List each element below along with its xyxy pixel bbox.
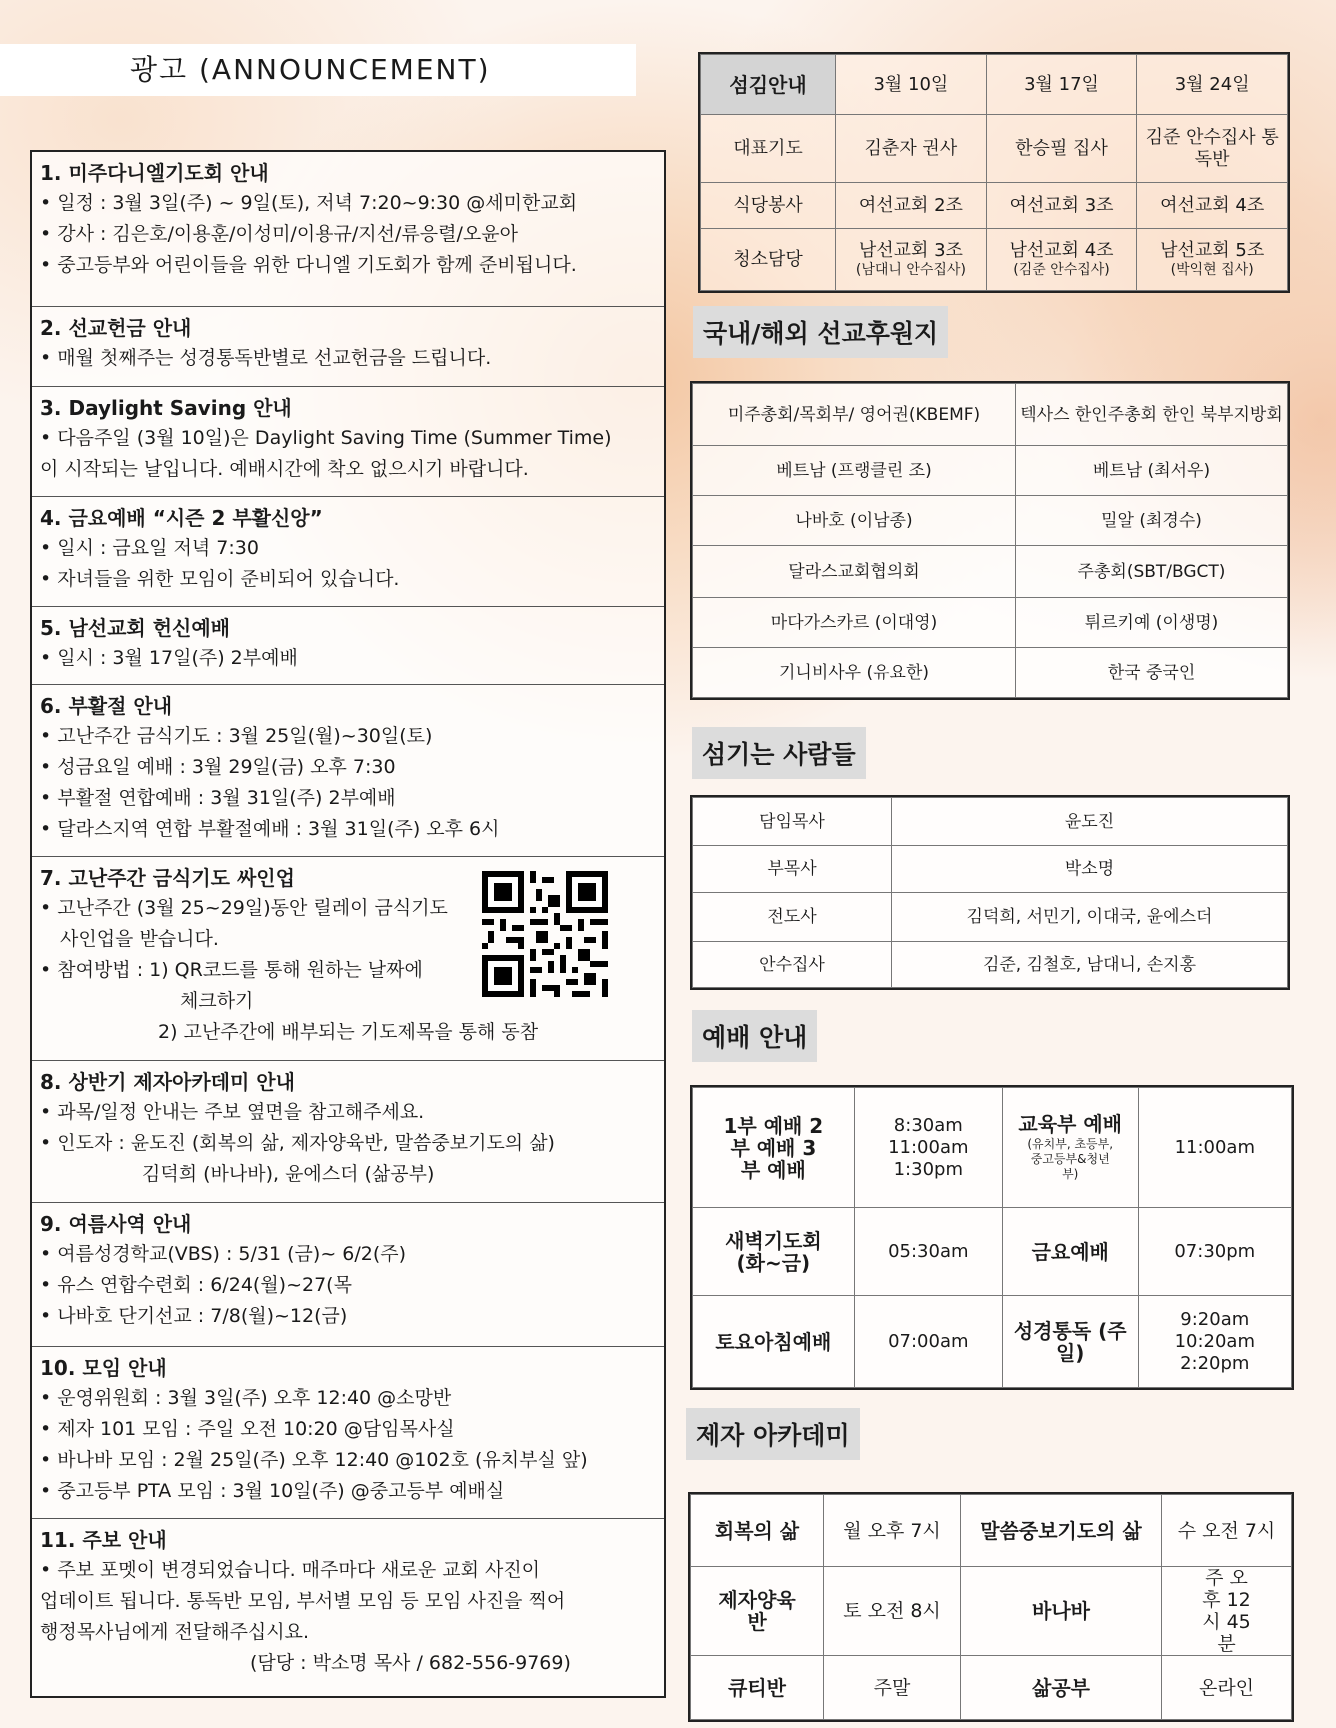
announcement-7 (32, 857, 664, 1061)
academy-time: 토 오전 8시 (824, 1567, 961, 1656)
announcement-line: • 부활절 연합예배 : 3월 31일(주) 2부예배 (40, 787, 396, 809)
announcement-title: 5. 남선교회 헌신예배 (40, 616, 230, 640)
people-role: 안수집사 (693, 942, 892, 988)
serving-cell: 여선교회 2조 (836, 183, 987, 229)
mission-cell: 기니비사우 (유요한) (693, 648, 1016, 698)
announcement-title: 10. 모임 안내 (40, 1356, 167, 1380)
serving-table (700, 54, 1288, 291)
announcement-line: 사인업을 받습니다. (60, 928, 219, 950)
serving-header-cell: 3월 17일 (986, 55, 1137, 115)
announcement-line: • 주보 포멧이 변경되었습니다. 매주마다 새로운 교회 사진이 (40, 1559, 541, 1581)
worship-friday-time: 07:30pm (1138, 1208, 1291, 1296)
academy-time: 주말 (824, 1656, 961, 1720)
worship-table (692, 1087, 1292, 1388)
announcement-9 (32, 1203, 664, 1347)
worship-dawn: 새벽기도회 (화~금) (693, 1208, 855, 1296)
academy-class: 말씀중보기도의 삶 (961, 1495, 1162, 1567)
announcement-line: • 참여방법 : 1) QR코드를 통해 원하는 날짜에 (40, 959, 423, 981)
serving-cell-main: 남선교회 4조 (1009, 240, 1114, 261)
missions-table (692, 383, 1288, 698)
mission-cell: 베트남 (최서우) (1016, 446, 1288, 496)
people-role: 담임목사 (693, 798, 892, 846)
serving-header-cell: 섬김안내 (701, 55, 836, 115)
academy-class: 제자양육 반 (691, 1567, 824, 1656)
announcement-title: 7. 고난주간 금식기도 싸인업 (40, 866, 295, 890)
announcement-title: 9. 여름사역 안내 (40, 1212, 192, 1236)
announcement-line: • 성금요일 예배 : 3월 29일(금) 오후 7:30 (40, 756, 396, 778)
serving-role: 식당봉사 (701, 183, 836, 229)
mission-cell: 텍사스 한인주총회 한인 북부지방회 (1016, 384, 1288, 446)
academy-class: 삶공부 (961, 1656, 1162, 1720)
announcement-6 (32, 685, 664, 857)
announcement-line: • 운영위원회 : 3월 3일(주) 오후 12:40 @소망반 (40, 1387, 452, 1409)
worship-service-times: 8:30am 11:00am 1:30pm (854, 1088, 1002, 1208)
academy-table (690, 1494, 1292, 1720)
announcement-line: • 달라스지역 연합 부활절예배 : 3월 31일(주) 오후 6시 (40, 818, 500, 840)
worship-services: 1부 예배 2부 예배 3부 예배 (693, 1088, 855, 1208)
announcement-line: 체크하기 (180, 990, 254, 1012)
announcement-line: • 일정 : 3월 3일(주) ~ 9일(토), 저녁 7:20~9:30 @세미한교회 (40, 192, 578, 214)
academy-class: 바나바 (961, 1567, 1162, 1656)
people-role: 전도사 (693, 893, 892, 942)
worship-bible: 성경통독 (주일) (1002, 1296, 1138, 1388)
announcement-5 (32, 607, 664, 685)
academy-class: 회복의 삶 (691, 1495, 824, 1567)
announcement-line: (담당 : 박소명 목사 / 682-556-9769) (250, 1652, 571, 1674)
announcement-line: • 매월 첫째주는 성경통독반별로 선교헌금을 드립니다. (40, 347, 492, 369)
serving-cell: 한승필 집사 (986, 115, 1137, 183)
academy-class: 큐티반 (691, 1656, 824, 1720)
mission-cell: 주총회(SBT/BGCT) (1016, 546, 1288, 598)
worship-saturday: 토요아침예배 (693, 1296, 855, 1388)
academy-time: 수 오전 7시 (1162, 1495, 1292, 1567)
mission-cell: 베트남 (프랭클린 조) (693, 446, 1016, 496)
announcement-line: 김덕희 (바나바), 윤에스더 (삶공부) (142, 1163, 435, 1185)
announcement-11 (32, 1519, 664, 1696)
announcement-title: 11. 주보 안내 (40, 1528, 167, 1552)
people-names: 박소명 (892, 846, 1288, 893)
people-table (692, 797, 1288, 988)
announcement-line: 2) 고난주간에 배부되는 기도제목을 통해 동참 (158, 1021, 539, 1043)
qr-code-icon[interactable] (482, 871, 608, 997)
worship-friday: 금요예배 (1002, 1208, 1138, 1296)
serving-cell: 김준 안수집사 통독반 (1137, 115, 1288, 183)
announcement-line: • 일시 : 금요일 저녁 7:30 (40, 537, 259, 559)
mission-cell: 밀알 (최경수) (1016, 496, 1288, 546)
announcement-line: • 유스 연합수련회 : 6/24(월)~27(목 (40, 1274, 352, 1296)
people-role: 부목사 (693, 846, 892, 893)
serving-cell: 김춘자 권사 (836, 115, 987, 183)
mission-cell: 미주총회/목회부/ 영어권(KBEMF) (693, 384, 1016, 446)
announcement-title: 8. 상반기 제자아카데미 안내 (40, 1070, 295, 1094)
worship-bible-times: 9:20am 10:20am 2:20pm (1138, 1296, 1291, 1388)
mission-cell: 한국 중국인 (1016, 648, 1288, 698)
serving-header-cell: 3월 24일 (1137, 55, 1288, 115)
mission-cell: 달라스교회협의회 (693, 546, 1016, 598)
people-names: 윤도진 (892, 798, 1288, 846)
announcement-line: 행정목사님에게 전달해주십시요. (40, 1621, 310, 1643)
academy-time: 온라인 (1162, 1656, 1292, 1720)
serving-cell-main: 남선교회 3조 (858, 240, 963, 261)
header-bar (0, 44, 636, 96)
worship-edu-time: 11:00am (1138, 1088, 1291, 1208)
announcement-line: • 인도자 : 윤도진 (회복의 삶, 제자양육반, 말씀중보기도의 삶) (40, 1132, 555, 1154)
mission-cell: 마다가스카르 (이대영) (693, 598, 1016, 648)
announcement-title: 2. 선교헌금 안내 (40, 316, 192, 340)
announcement-title: 3. Daylight Saving 안내 (40, 396, 292, 420)
serving-cell: 여선교회 3조 (986, 183, 1137, 229)
announcement-title: 4. 금요예배 “시즌 2 부활신앙” (40, 506, 323, 530)
people-label: 섬기는 사람들 (692, 727, 866, 779)
announcement-3 (32, 387, 664, 497)
announcement-line: 이 시작되는 날입니다. 예배시간에 착오 없으시기 바랍니다. (40, 458, 529, 480)
serving-header-cell: 3월 10일 (836, 55, 987, 115)
announcement-10 (32, 1347, 664, 1519)
academy-time: 월 오후 7시 (824, 1495, 961, 1567)
worship-edu-title: 교육부 예배 (1018, 1112, 1122, 1136)
mission-cell: 튀르키예 (이생명) (1016, 598, 1288, 648)
worship-saturday-time: 07:00am (854, 1296, 1002, 1388)
announcement-box (30, 150, 666, 1698)
serving-cell-note: (박익현 집사) (1170, 262, 1254, 278)
announcement-line: • 나바호 단기선교 : 7/8(월)~12(금) (40, 1305, 348, 1327)
worship-edu-note: (유치부, 초등부, 중고등부&청년부) (1027, 1137, 1114, 1181)
announcement-line: • 일시 : 3월 17일(주) 2부예배 (40, 647, 298, 669)
serving-cell (986, 229, 1137, 291)
announcement-line: • 중고등부와 어린이들을 위한 다니엘 기도회가 함께 준비됩니다. (40, 254, 577, 276)
announcement-line: • 여름성경학교(VBS) : 5/31 (금)~ 6/2(주) (40, 1243, 407, 1265)
announcement-line: • 다음주일 (3월 10일)은 Daylight Saving Time (Summer Time) (40, 427, 612, 449)
announcement-8 (32, 1061, 664, 1203)
announcement-2 (32, 307, 664, 387)
announcement-line: • 고난주간 (3월 25~29일)동안 릴레이 금식기도 (40, 897, 448, 919)
serving-role: 청소담당 (701, 229, 836, 291)
academy-time: 주 오후 12시 45분 (1162, 1567, 1292, 1656)
announcement-line: • 고난주간 금식기도 : 3월 25일(월)~30일(토) (40, 725, 433, 747)
announcement-line: • 중고등부 PTA 모임 : 3월 10일(주) @중고등부 예배실 (40, 1480, 505, 1502)
mission-cell: 나바호 (이남종) (693, 496, 1016, 546)
academy-label: 제자 아카데미 (686, 1408, 860, 1460)
announcement-4 (32, 497, 664, 607)
serving-cell (1137, 229, 1288, 291)
serving-cell-note: (김준 안수집사) (1013, 262, 1110, 278)
announcement-line: • 제자 101 모임 : 주일 오전 10:20 @담임목사실 (40, 1418, 455, 1440)
missions-label: 국내/해외 선교후원지 (693, 306, 948, 358)
serving-cell-note: (남대니 안수집사) (855, 262, 966, 278)
announcement-1 (32, 152, 664, 307)
announcement-line: • 바나바 모임 : 2월 25일(주) 오후 12:40 @102호 (유치부실 앞) (40, 1449, 588, 1471)
people-names: 김덕희, 서민기, 이대국, 윤에스더 (892, 893, 1288, 942)
serving-cell (836, 229, 987, 291)
announcement-line: 업데이트 됩니다. 통독반 모임, 부서별 모임 등 모임 사진을 찍어 (40, 1590, 566, 1612)
worship-dawn-time: 05:30am (854, 1208, 1002, 1296)
serving-cell-main: 남선교회 5조 (1160, 240, 1265, 261)
worship-label: 예배 안내 (692, 1010, 817, 1062)
announcement-line: • 자녀들을 위한 모임이 준비되어 있습니다. (40, 568, 400, 590)
announcement-title: 1. 미주다니엘기도회 안내 (40, 161, 269, 185)
worship-edu (1002, 1088, 1138, 1208)
people-names: 김준, 김철호, 남대니, 손지홍 (892, 942, 1288, 988)
announcement-title: 6. 부활절 안내 (40, 694, 173, 718)
page-title: 광고 (ANNOUNCEMENT) (130, 53, 491, 86)
serving-role: 대표기도 (701, 115, 836, 183)
serving-cell: 여선교회 4조 (1137, 183, 1288, 229)
announcement-line: • 과목/일정 안내는 주보 옆면을 참고해주세요. (40, 1101, 425, 1123)
announcement-line: • 강사 : 김은호/이용훈/이성미/이용규/지선/류응렬/오윤아 (40, 223, 518, 245)
